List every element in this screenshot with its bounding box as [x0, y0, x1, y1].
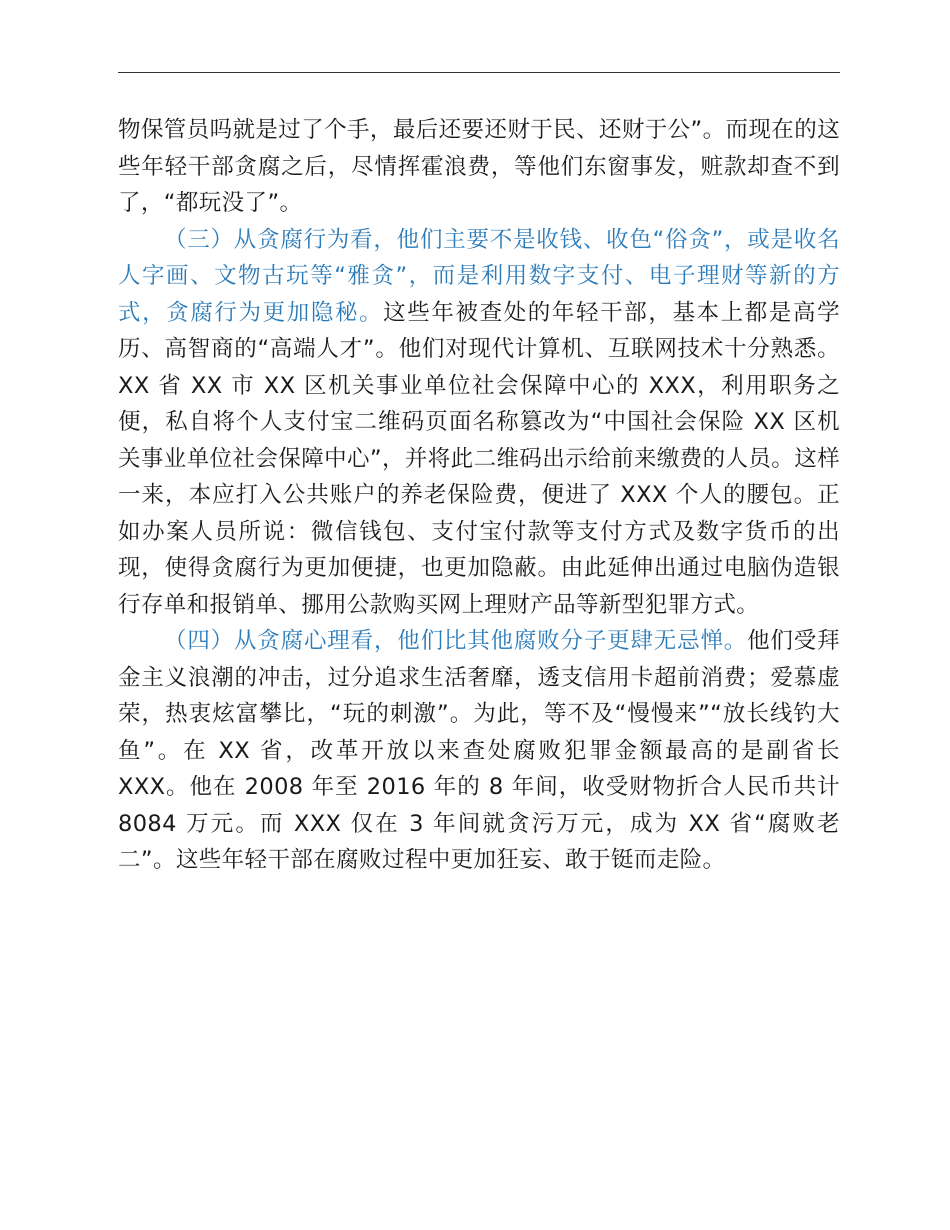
paragraph-continuation	[118, 112, 840, 222]
section-4-text: 他们受拜金主义浪潮的冲击，过分追求生活奢靡，透支信用卡超前消费；爱慕虚荣，热衷炫富攀比，“玩的刺激”。为此，等不及“慢慢来”“放长线钓大鱼”。在 XX 省，改革开放以来查处腐败犯罪金额最高的是副省长 XXX。他在 2008 年至 2016 年的 8 年间，收受财物折合人民币共计 8084 万元。而 XXX 仅在 3 年间就贪污万元，成为 XX 省“腐败老二”。这些年轻干部在腐败过程中更加狂妄、敢于铤而走险。	[118, 628, 840, 873]
paragraph-section-4	[118, 623, 840, 879]
paragraph-section-3	[118, 222, 840, 624]
section-4-heading: （四）从贪腐心理看，他们比其他腐败分子更肆无忌惮。	[164, 628, 748, 654]
document-body	[118, 112, 840, 879]
section-3-text: 这些年被查处的年轻干部，基本上都是高学历、高智商的“高端人才”。他们对现代计算机、互联网技术十分熟悉。XX 省 XX 市 XX 区机关事业单位社会保障中心的 XXX，利用职务之便，私自将个人支付宝二维码页面名称篡改为“中国社会保险 XX 区机关事业单位社会保障中心”，并将此二维码出示给前来缴费的人员。这样一来，本应打入公共账户的养老保险费，便进了 XXX 个人的腰包。正如办案人员所说：微信钱包、支付宝付款等支付方式及数字货币的出现，使得贪腐行为更加便捷，也更加隐蔽。由此延伸出通过电脑伪造银行存单和报销单、挪用公款购买网上理财产品等新型犯罪方式。	[118, 299, 840, 618]
paragraph-1-text: 物保管员吗就是过了个手，最后还要还财于民、还财于公”。而现在的这些年轻干部贪腐之后，尽情挥霍浪费，等他们东窗事发，赃款却查不到了，“都玩没了”。	[118, 117, 840, 216]
header-rule	[118, 72, 840, 73]
section-3-heading: （三）从贪腐行为看，他们主要不是收钱、收色“俗贪”，或是收名人字画、文物古玩等“雅贪”，而是利用数字支付、电子理财等新的方式，贪腐行为更加隐秘。	[118, 226, 840, 326]
